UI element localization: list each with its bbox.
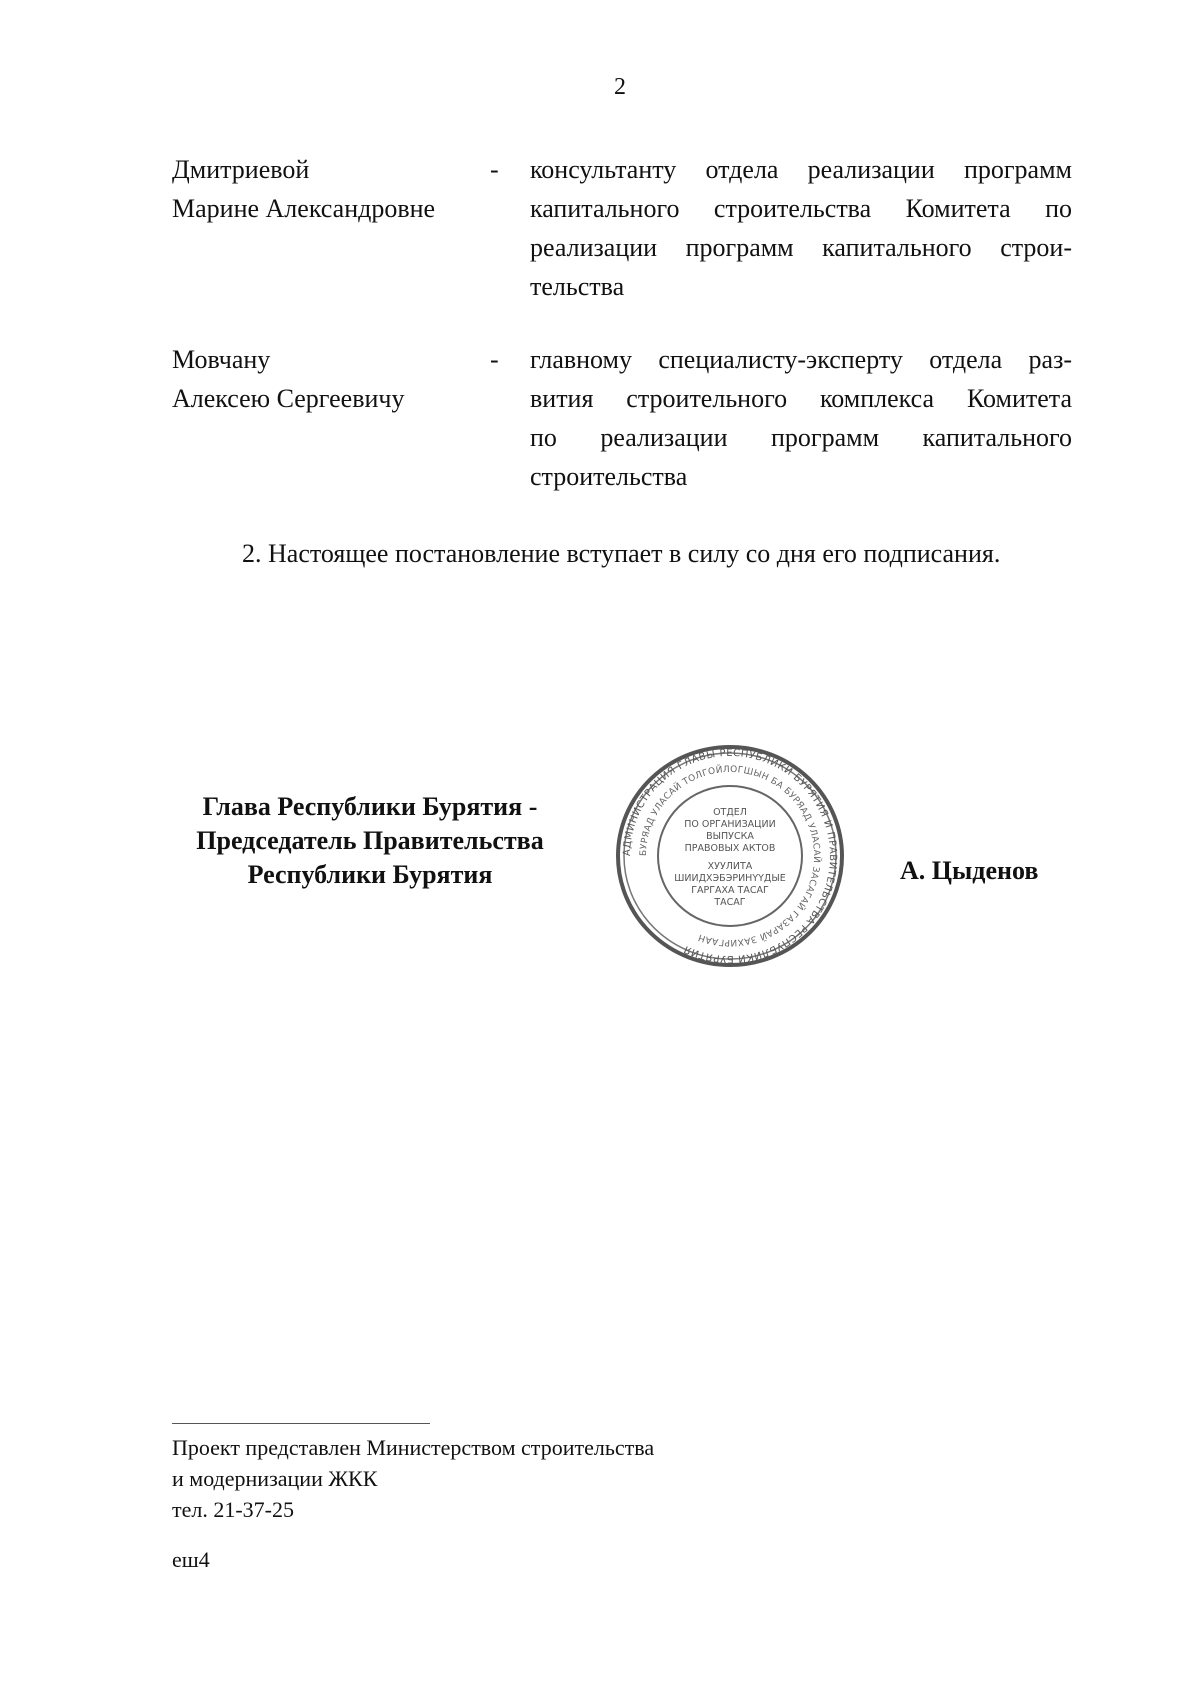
appointee-surname: Мовчану: [172, 345, 271, 374]
entry-dash: -: [490, 345, 499, 374]
stamp-outer-ring-text: АДМИНИСТРАЦИЯ ГЛАВЫ РЕСПУБЛИКИ БУРЯТИЯ И ПРАВИТЕЛЬСТВА РЕСПУБЛИКИ БУРЯТИЯ: [621, 747, 839, 965]
appointee-position: [530, 340, 1072, 496]
stamp-inner-ring-text: БУРЯАД УЛАСАЙ ТОЛГОЙЛОГШЫН БА БУРЯАД УЛАСАЙ ЗАСАГАЙ ГАЗАРАЙ ЗАХИРГААН: [638, 764, 822, 948]
stamp-center-line: ВЫПУСКА: [706, 831, 754, 842]
appointee-surname: Дмитриевой: [172, 155, 310, 184]
signer-name: А. Цыденов: [900, 856, 1039, 885]
position-line: главному специалисту-эксперту отдела раз-: [530, 345, 1072, 374]
position-line: капитального строительства Комитета по: [530, 194, 1072, 223]
position-line: реализации программ капитального строи-: [530, 233, 1072, 262]
stamp-center-line: ХУУЛИТА: [707, 861, 753, 872]
position-line: строительства: [530, 462, 688, 491]
position-line: по реализации программ капитального: [530, 423, 1072, 452]
appointee-given-names: Марине Александровне: [172, 194, 436, 223]
official-stamp: [614, 743, 846, 969]
stamp-center-line: ШИИДХЭБЭРИНҮҮДЫЕ: [674, 873, 786, 884]
footer-line: и модернизации ЖКК: [172, 1466, 378, 1491]
stamp-center-line: ТАСАГ: [714, 897, 746, 908]
stamp-center-text: [674, 807, 785, 908]
footer-phone: тел. 21-37-25: [172, 1497, 295, 1522]
stamp-center-line: ГАРГАХА ТАСАГ: [691, 885, 769, 896]
stamp-outer-border: [618, 747, 842, 965]
document-code: еш4: [172, 1547, 210, 1572]
signer-title-line: Глава Республики Бурятия -: [202, 792, 538, 821]
signer-title-line: Председатель Правительства: [196, 826, 544, 855]
stamp-center-line: ОТДЕЛ: [713, 807, 747, 818]
appointee-position: [530, 150, 1072, 306]
appointee-name: [172, 150, 472, 228]
footer-line: Проект представлен Министерством строительства: [172, 1435, 655, 1460]
position-line: вития строительного комплекса Комитета: [530, 384, 1072, 413]
footer-note: [172, 1432, 654, 1525]
appointee-given-names: Алексею Сергеевичу: [172, 384, 405, 413]
footer-divider: [172, 1423, 430, 1424]
clause-2: 2. Настоящее постановление вступает в силу со дня его подписания.: [242, 539, 1001, 568]
page-number: 2: [614, 74, 626, 100]
signer-title-line: Республики Бурятия: [247, 860, 493, 889]
entry-dash: -: [490, 155, 499, 184]
position-line: тельства: [530, 272, 625, 301]
appointee-name: [172, 340, 472, 418]
stamp-center-line: ПРАВОВЫХ АКТОВ: [684, 843, 776, 854]
position-line: консультанту отдела реализации программ: [530, 155, 1072, 184]
signer-title: [170, 790, 570, 892]
stamp-center-line: ПО ОРГАНИЗАЦИИ: [684, 819, 776, 830]
